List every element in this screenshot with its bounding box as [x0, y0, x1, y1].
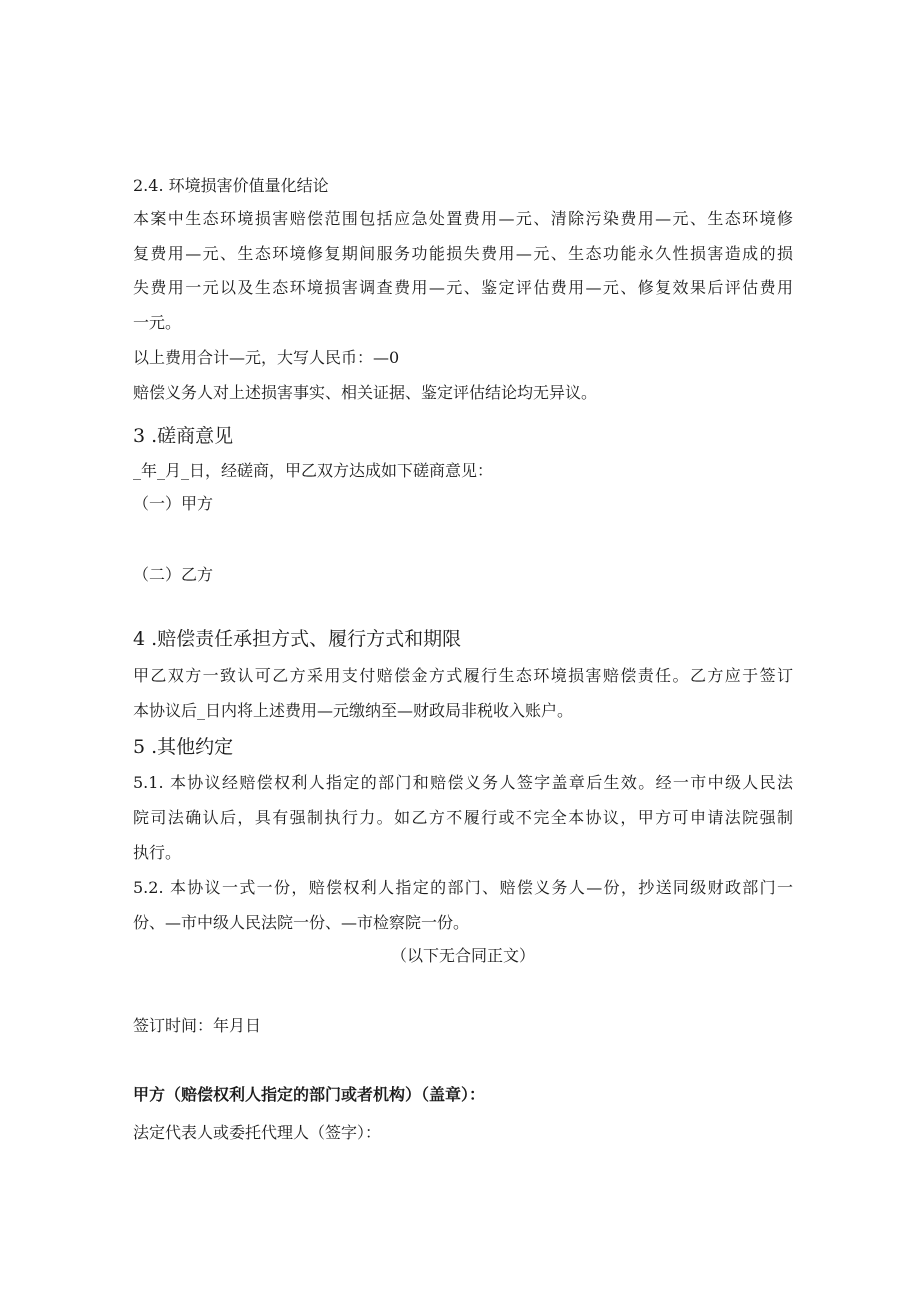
section-2-4-body-line: 复费用—元、生态环境修复期间服务功能损失费用—元、生态功能永久性损害造成的损 — [133, 244, 793, 263]
clause-5-2-line: 份、—市中级人民法院一份、—市检察院一份。 — [133, 913, 470, 932]
representative-signature-label: 法定代表人或委托代理人（签字）： — [133, 1123, 382, 1142]
clause-5-1-line: 5.1. 本协议经赔偿权利人指定的部门和赔偿义务人签字盖章后生效。经一市中级人民法 — [133, 773, 793, 792]
section-5-heading: 5 .其他约定 — [133, 736, 234, 758]
section-2-4-body-line: 本案中生态环境损害赔偿范围包括应急处置费用—元、清除污染费用—元、生态环境修 — [133, 209, 793, 228]
party-a-opinion-label: （一）甲方 — [133, 494, 214, 513]
party-b-opinion-label: （二）乙方 — [133, 565, 214, 584]
section-4-heading: 4 .赔偿责任承担方式、履行方式和期限 — [133, 628, 462, 650]
signing-time: 签订时间：年月日 — [133, 1016, 262, 1035]
end-of-contract-note: （以下无合同正文） — [390, 946, 535, 965]
section-4-body-line: 本协议后_日内将上述费用—元缴纳至—财政局非税收入账户。 — [133, 701, 574, 720]
clause-5-1-line: 院司法确认后，具有强制执行力。如乙方不履行或不完全本协议，甲方可申请法院强制 — [133, 808, 793, 827]
cost-total-line: 以上费用合计—元，大写人民币：—0 — [133, 348, 400, 367]
clause-5-1-line: 执行。 — [133, 843, 182, 862]
section-2-4-body-line: 失费用一元以及生态环境损害调查费用—元、鉴定评估费用—元、修复效果后评估费用 — [133, 278, 793, 297]
section-2-4-title: 2.4. 环境损害价值量化结论 — [133, 176, 329, 195]
clause-5-2-line: 5.2. 本协议一式一份，赔偿权利人指定的部门、赔偿义务人—份，抄送同级财政部门一 — [133, 878, 793, 897]
section-3-heading: 3 .磋商意见 — [133, 425, 234, 447]
no-objection-statement: 赔偿义务人对上述损害事实、相关证据、鉴定评估结论均无异议。 — [133, 383, 598, 402]
section-2-4-body-line: 一元。 — [133, 313, 182, 332]
party-a-seal-label: 甲方（赔偿权利人指定的部门或者机构）（盖章）： — [133, 1085, 486, 1104]
consultation-intro: _年_月_日，经磋商，甲乙双方达成如下磋商意见： — [133, 461, 494, 480]
section-4-body-line: 甲乙双方一致认可乙方采用支付赔偿金方式履行生态环境损害赔偿责任。乙方应于签订 — [133, 666, 793, 685]
